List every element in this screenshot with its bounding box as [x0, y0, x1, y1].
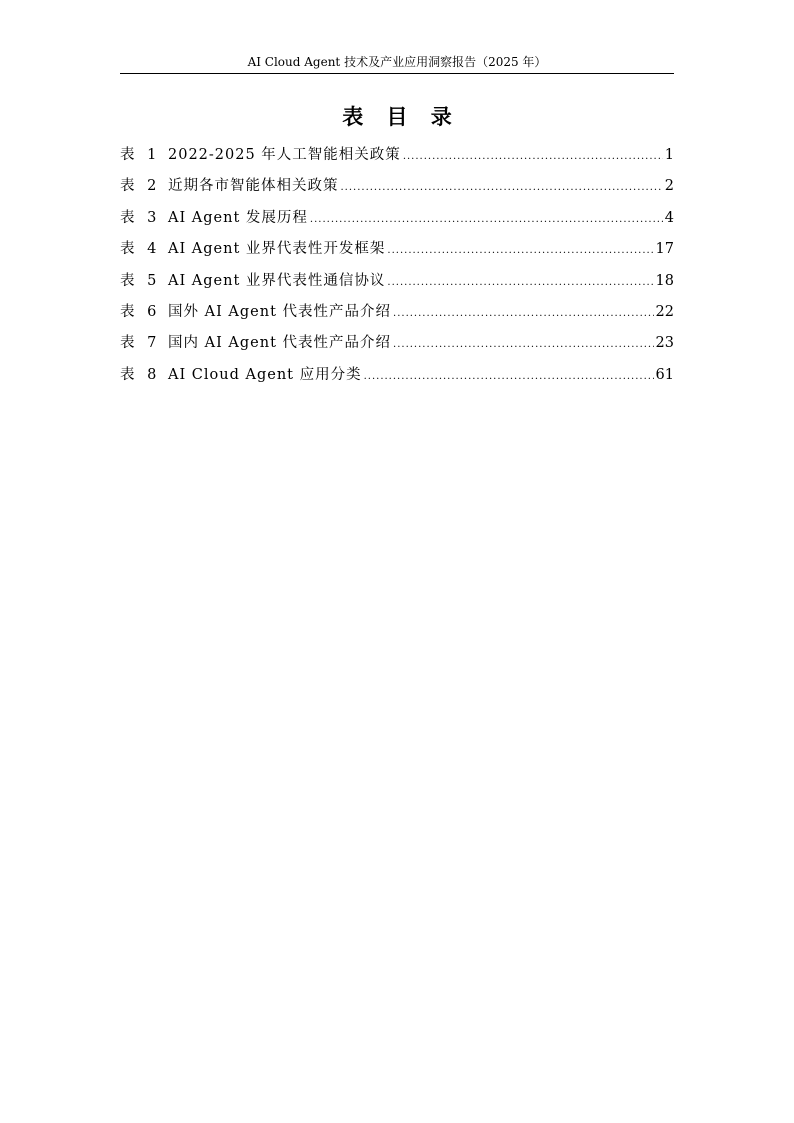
entry-title: AI Cloud Agent 应用分类: [168, 366, 362, 383]
entry-title: 2022-2025 年人工智能相关政策: [168, 147, 401, 163]
toc-entry[interactable]: [120, 299, 674, 330]
toc-entry[interactable]: [120, 142, 674, 173]
dot-leader: [364, 364, 654, 390]
entry-label: 表 4: [120, 241, 161, 258]
toc-entry[interactable]: [120, 330, 674, 361]
dot-leader: [341, 175, 663, 201]
entry-page-number: 61: [655, 366, 674, 383]
entry-label: 表 8: [120, 366, 161, 383]
toc-entry[interactable]: [120, 362, 674, 393]
entry-label: 表 6: [120, 303, 161, 320]
entry-page-number: 23: [655, 335, 674, 352]
entry-label: 表 5: [120, 272, 161, 289]
entry-title: 国外 AI Agent 代表性产品介绍: [168, 303, 392, 320]
entry-page-number: 17: [655, 241, 674, 258]
entry-title: 近期各市智能体相关政策: [168, 178, 339, 195]
dot-leader: [387, 270, 653, 296]
toc-entry[interactable]: [120, 173, 674, 204]
entry-label: 表 2: [120, 178, 161, 195]
entry-page-number: 1: [664, 147, 674, 163]
entry-page-number: 4: [664, 209, 674, 226]
entry-page-number: 18: [655, 272, 674, 289]
table-of-tables: [120, 142, 674, 393]
entry-page-number: 2: [664, 178, 674, 195]
entry-label: 表 3: [120, 209, 161, 226]
dot-leader: [310, 207, 663, 233]
toc-entry[interactable]: [120, 205, 674, 236]
dot-leader: [387, 238, 653, 264]
entry-label: 表 7: [120, 335, 161, 352]
dot-leader: [403, 144, 663, 170]
running-header: AI Cloud Agent 技术及产业应用洞察报告（2025 年）: [247, 55, 547, 69]
entry-title: AI Agent 业界代表性开发框架: [168, 241, 386, 258]
dot-leader: [393, 301, 654, 327]
entry-title: 国内 AI Agent 代表性产品介绍: [168, 335, 392, 352]
header-rule: [120, 73, 674, 74]
dot-leader: [393, 332, 654, 358]
toc-title: 表 目 录: [342, 105, 460, 129]
toc-entry[interactable]: [120, 268, 674, 299]
toc-entry[interactable]: [120, 236, 674, 267]
entry-title: AI Agent 业界代表性通信协议: [168, 272, 386, 289]
entry-label: 表 1: [120, 147, 161, 163]
entry-page-number: 22: [655, 303, 674, 320]
entry-title: AI Agent 发展历程: [168, 209, 308, 226]
